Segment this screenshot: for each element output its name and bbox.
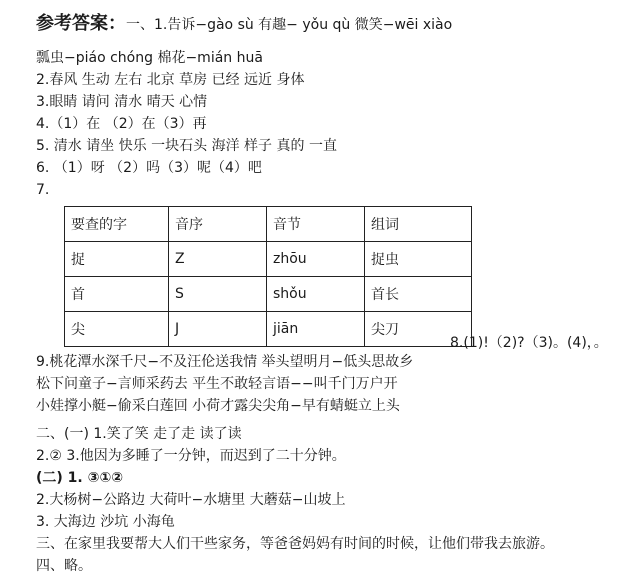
q3-answer: 3.眼睛 请问 清水 晴天 心情: [36, 94, 208, 110]
table-row: [65, 242, 472, 277]
table-row: [65, 312, 472, 347]
q9-answer-line2: 松下问童子−言师采药去 平生不敢轻言语−−叫千门万户开: [36, 376, 398, 392]
q7-label: 7.: [36, 182, 50, 198]
table-cell: zhōu: [267, 242, 365, 277]
part2-sub2-q2-answer: 2.大杨树−公路边 大荷叶−水塘里 大蘑菇−山坡上: [36, 492, 346, 508]
q2-answer: 2.春风 生动 左右 北京 草房 已经 远近 身体: [36, 72, 305, 88]
table-cell: Z: [169, 242, 267, 277]
table-header-cell: 要查的字: [65, 207, 169, 242]
q9-answer-line3: 小娃撑小艇−偷采白莲回 小荷才露尖尖角−早有蜻蜓立上头: [36, 398, 400, 414]
q1-answer-continued: 瓢虫−piáo chóng 棉花−mián huā: [36, 50, 263, 66]
table-cell: 尖: [65, 312, 169, 347]
table-cell: 首: [65, 277, 169, 312]
table-cell: 捉虫: [365, 242, 472, 277]
answer-header: [36, 14, 452, 35]
table-cell: shǒu: [267, 277, 365, 312]
answer-title: 参考答案：: [36, 13, 126, 34]
q1-answer: 一、1.告诉−gào sù 有趣− yǒu qù 微笑−wēi xiào: [126, 17, 453, 33]
table-cell: 尖刀: [365, 312, 472, 347]
table-header-cell: 音序: [169, 207, 267, 242]
table-cell: 捉: [65, 242, 169, 277]
table-header-row: [65, 207, 472, 242]
q4-answer: 4.（1）在 （2）在（3）再: [36, 116, 207, 132]
part4-answer: 四、略。: [36, 558, 92, 574]
part3-answer: 三、在家里我要帮大人们干些家务，等爸爸妈妈有时间的时候，让他们带我去旅游。: [36, 536, 554, 552]
table-cell: jiān: [267, 312, 365, 347]
table-row: [65, 277, 472, 312]
dictionary-table: [64, 206, 472, 347]
part2-sub2-q1-answer: (二) 1. ③①②: [36, 470, 124, 486]
table-cell: 首长: [365, 277, 472, 312]
table-cell: S: [169, 277, 267, 312]
q8-answer: 8.(1)!（2)?（3)。(4)，。: [450, 335, 608, 351]
q6-answer: 6. （1）呀 （2）吗（3）呢（4）吧: [36, 160, 262, 176]
table-cell: J: [169, 312, 267, 347]
table-header-cell: 音节: [267, 207, 365, 242]
part2-q2-answer: 2.② 3.他因为多睡了一分钟，而迟到了二十分钟。: [36, 448, 346, 464]
part2-q1-answer: 二、(一) 1.笑了笑 走了走 读了读: [36, 426, 242, 442]
q9-answer-line1: 9.桃花潭水深千尺−不及汪伦送我情 举头望明月−低头思故乡: [36, 354, 414, 370]
table-header-cell: 组词: [365, 207, 472, 242]
part2-sub2-q3-answer: 3. 大海边 沙坑 小海龟: [36, 514, 175, 530]
q5-answer: 5. 清水 请坐 快乐 一块石头 海洋 样子 真的 一直: [36, 138, 337, 154]
